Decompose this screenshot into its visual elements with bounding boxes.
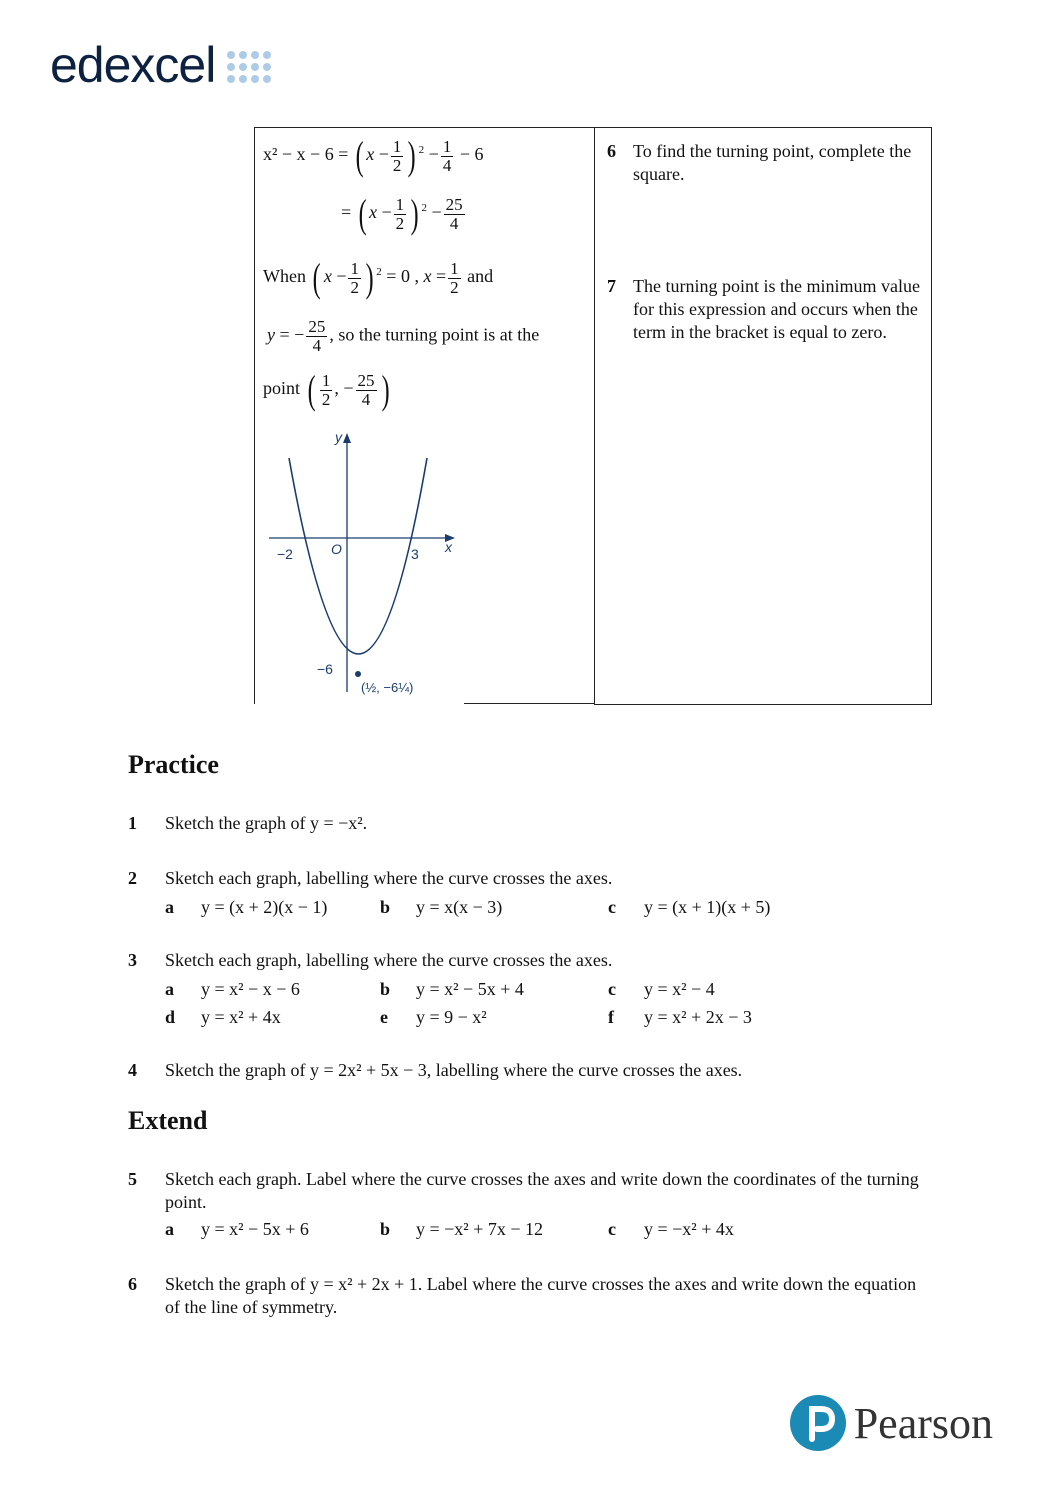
q3-number: 3 [128,950,137,970]
parabola-curve [289,458,427,654]
q1-text: Sketch the graph of y = −x². [165,813,368,833]
table-bottom-line [464,703,594,704]
y-axis-arrow-icon [343,433,351,443]
q4-number: 4 [128,1060,137,1080]
vertex-label: (½, −6¼) [361,680,414,695]
extend-heading: Extend [128,1106,208,1135]
q3-part-b: b y = x² − 5x + 4 [380,979,524,999]
point-line: point ( $\frac{1}{2}$ , − $\frac{25}{4}$ ) [263,367,390,412]
q5-part-c: c y = −x² + 4x [608,1219,734,1239]
edexcel-logo [50,37,271,93]
line1-lhs: x² − x − 6 = [263,144,349,165]
q2-number: 2 [128,868,137,888]
logo-text: edexcel [50,37,216,93]
origin-label: O [331,541,342,557]
worked-example-table [254,127,931,704]
question-5 [128,1168,928,1248]
q5-text: Sketch each graph. Label where the curve crosses the axes and write down the coordinates of the turning point. [165,1169,919,1212]
note-6-number: 6 [607,141,616,161]
q3-part-c: c y = x² − 4 [608,979,715,999]
note-7 [607,275,923,344]
pearson-p-icon [790,1395,846,1451]
when-label: When [263,266,306,287]
q3-part-d: d y = x² + 4x [165,1007,281,1027]
question-3 [128,949,928,1039]
equation-line-2: = ( x − $\frac{1}{2}$ ) $^2$ − $\frac{25}{4}$ [341,191,463,236]
equals-zero: = 0 , [386,266,419,287]
vertex-point [355,671,361,677]
pearson-logo [790,1395,993,1451]
question-6 [128,1273,928,1323]
y-label: y [335,430,342,445]
x-intercept-left: −2 [277,546,293,562]
q5-number: 5 [128,1169,137,1189]
q4-text: Sketch the graph of y = 2x² + 5x − 3, labelling where the curve crosses the axes. [165,1060,743,1080]
x-label: x [445,539,452,555]
practice-heading: Practice [128,750,219,779]
so-text: , so the turning point is at the [329,324,540,345]
q3-part-e: e y = 9 − x² [380,1007,487,1027]
and-label: and [467,266,494,287]
note-6-text: To find the turning point, complete the square. [633,141,912,184]
q2-part-c: c y = (x + 1)(x + 5) [608,897,771,917]
note-7-number: 7 [607,276,616,296]
q2-part-b: b y = x(x − 3) [380,897,503,917]
q2-text: Sketch each graph, labelling where the curve crosses the axes. [165,868,613,888]
logo-dots-icon [227,51,271,83]
q6-text: Sketch the graph of y = x² + 2x + 1. Label where the curve crosses the axes and write down the equation of the line of symmetry. [165,1274,917,1317]
q1-number: 1 [128,813,137,833]
x-intercept-right: 3 [411,546,419,562]
working-cell [254,127,595,704]
notes-cell [594,127,932,705]
y-value-line: y = − $\frac{25}{4}$ , so the turning point is at the [267,317,540,355]
point-label: point [263,378,301,399]
q3-text: Sketch each graph, labelling where the curve crosses the axes. [165,950,613,970]
equation-line-1: x² − x − 6 = ( x − $\frac{1}{2}$ ) $^2$ − $\frac{1}{4}$ − 6 [263,133,484,178]
q3-part-f: f y = x² + 2x − 3 [608,1007,752,1027]
note-6 [607,140,918,186]
line1-rhs: − 6 [459,144,484,165]
when-line: When ( x − $\frac{1}{2}$ ) $^2$ = 0 , x = $\frac{1}{2}$ and [263,255,494,300]
y-intercept-label: −6 [317,661,333,677]
pearson-wordmark: Pearson [853,1398,993,1448]
q5-part-a: a y = x² − 5x + 6 [165,1219,309,1239]
q6-number: 6 [128,1274,137,1294]
q3-part-a: a y = x² − x − 6 [165,979,300,999]
q5-part-b: b y = −x² + 7x − 12 [380,1219,544,1239]
parabola-graph [265,430,465,700]
question-2 [128,867,928,927]
note-7-text: The turning point is the minimum value for this expression and occurs when the term in the bracket is equal to zero. [633,276,920,342]
q2-part-a: a y = (x + 2)(x − 1) [165,897,328,917]
